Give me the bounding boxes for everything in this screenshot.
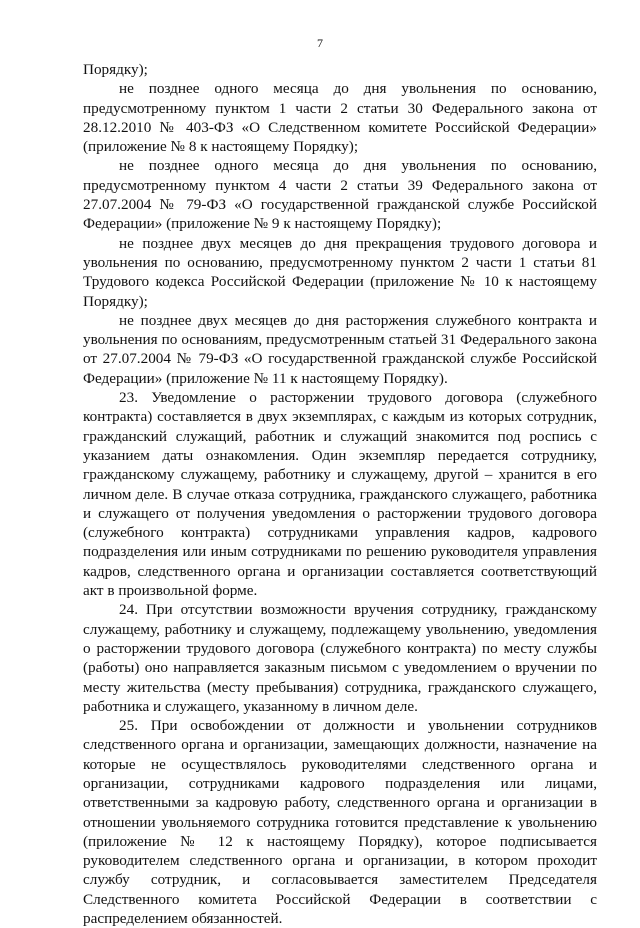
paragraph-item-appendix-11: не позднее двух месяцев до дня расторжения служебного контракта и увольнения по основаниям, предусмотренным статьей 31 Федерального закона от 27.07.2004 № 79-ФЗ «О государственной гражданской службе Российской Федерации» (приложение № 11 к настоящему Порядку). [83, 311, 597, 387]
paragraph-23: 23. Уведомление о расторжении трудового договора (служебного контракта) составляется в двух экземплярах, с каждым из которых сотрудник, гражданский служащий, работник и служащий знакомится под роспись с указанием даты ознакомления. Один экземпляр передается сотруднику, гражданскому служащему, работнику и служащему, другой – хранится в его личном деле. В случае отказа сотрудника, гражданского служащего, работника и служащего от получения уведомления о расторжении трудового договора (служебного контракта) сотрудниками управления кадров, кадрового подразделения или иным сотрудниками по решению руководителя управления кадров, следственного органа и организации составляется соответствующий акт в произвольной форме. [83, 389, 597, 600]
paragraph-item-appendix-9: не позднее одного месяца до дня увольнения по основанию, предусмотренному пунктом 4 части 2 статьи 39 Федерального закона от 27.07.2004 № 79-ФЗ «О государственной гражданской службе Российской Федерации» (приложение № 9 к настоящему Порядку); [83, 157, 597, 233]
paragraph-item-appendix-8: не позднее одного месяца до дня увольнения по основанию, предусмотренному пунктом 1 части 2 статьи 30 Федерального закона от 28.12.2010 № 403-ФЗ «О Следственном комитете Российской Федерации» (приложение № 8 к настоящему Порядку); [83, 80, 597, 156]
paragraph-continuation: Порядку); [83, 61, 148, 78]
paragraph-item-appendix-10: не позднее двух месяцев до дня прекращения трудового договора и увольнения по основанию, предусмотренному пунктом 2 части 1 статьи 81 Трудового кодекса Российской Федерации (приложение № 10 к настоящему Порядку); [83, 234, 597, 310]
document-body [83, 60, 597, 928]
paragraph-24: 24. При отсутствии возможности вручения сотруднику, гражданскому служащему, работнику и служащему, подлежащему увольнению, уведомления о расторжении трудового договора (служебного контракта) по месту службы (работы) оно направляется заказным письмом с уведомлением о вручении по месту жительства (месту пребывания) сотрудника, гражданского служащего, работника и служащего, указанному в личном деле. [83, 601, 597, 715]
page-number: 7 [317, 36, 323, 50]
paragraph-25: 25. При освобождении от должности и увольнении сотрудников следственного органа и организации, замещающих должности, назначение на которые не осуществлялось руководителями следственного органа и организации, сотрудниками кадрового подразделения или лицами, ответственными за кадровую работу, следственного органа и организации в отношении увольняемого сотрудника готовится представление к увольнению (приложение № 12 к настоящему Порядку), которое подписывается руководителем следственного органа и организации, в котором проходит службу сотрудник, и согласовывается заместителем Председателя Следственного комитета Российской Федерации в соответствии с распределением обязанностей. [83, 717, 597, 928]
